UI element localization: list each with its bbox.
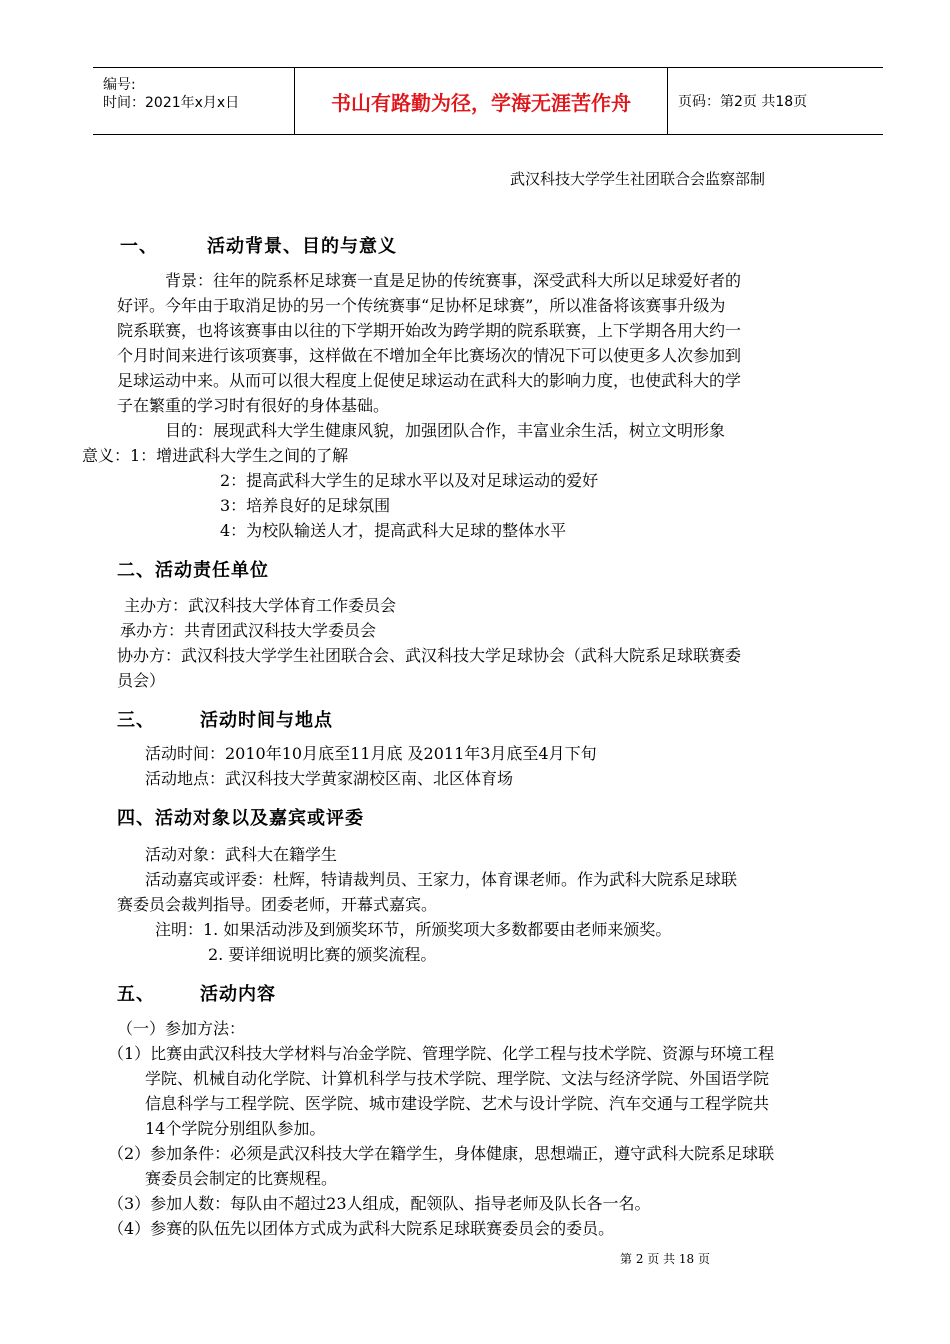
meaning-line-3: 3：培养良好的足球氛围 bbox=[220, 496, 391, 515]
participation-item: 14个学院分别组队参加。 bbox=[145, 1119, 326, 1138]
participation-item: 信息科学与工程学院、医学院、城市建设学院、艺术与设计学院、汽车交通与工程学院共 bbox=[145, 1094, 770, 1113]
participation-heading: （一）参加方法： bbox=[117, 1019, 246, 1038]
participation-item: （2）参加条件：必须是武汉科技大学在籍学生，身体健康，思想端正，遵守武科大院系足球联 bbox=[108, 1144, 775, 1163]
host-line: 主办方：武汉科技大学体育工作委员会 bbox=[124, 596, 397, 615]
co-organizer-line: 协办方：武汉科技大学学生社团联合会、武汉科技大学足球协会（武科大院系足球联赛委 bbox=[117, 646, 742, 665]
activity-place: 活动地点：武汉科技大学黄家湖校区南、北区体育场 bbox=[145, 769, 514, 788]
background-line: 足球运动中来。从而可以很大程度上促使足球运动在武科大的影响力度，也使武科大的学 bbox=[117, 371, 742, 390]
co-organizer-line: 员会） bbox=[117, 671, 166, 690]
guests-line: 赛委员会裁判指导。团委老师，开幕式嘉宾。 bbox=[117, 895, 438, 914]
note-line: 2. 要详细说明比赛的颁奖流程。 bbox=[208, 945, 437, 964]
purpose-line: 目的：展现武科大学生健康风貌，加强团队合作，丰富业余生活，树立文明形象 bbox=[165, 421, 726, 440]
section-3-number: 三、 bbox=[117, 710, 155, 731]
header-motto: 书山有路勤为径，学海无涯苦作舟 bbox=[295, 68, 668, 134]
meaning-line-2: 2：提高武科大学生的足球水平以及对足球运动的爱好 bbox=[220, 471, 599, 490]
section-3-title: 活动时间与地点 bbox=[200, 710, 333, 731]
meaning-line-1: 意义：1：增进武科大学生之间的了解 bbox=[82, 446, 349, 465]
background-line: 子在繁重的学习时有很好的身体基础。 bbox=[117, 396, 390, 415]
section-4-title: 四、活动对象以及嘉宾或评委 bbox=[117, 808, 364, 829]
participation-item: 学院、机械自动化学院、计算机科学与技术学院、理学院、文法与经济学院、外国语学院 bbox=[145, 1069, 770, 1088]
note-line: 注明：1. 如果活动涉及到颁奖环节，所颁奖项大多数都要由老师来颁奖。 bbox=[155, 920, 672, 939]
participation-item: （4）参赛的队伍先以团体方式成为武科大院系足球联赛委员会的委员。 bbox=[108, 1219, 615, 1238]
participation-item: （3）参加人数：每队由不超过23人组成，配领队、指导老师及队长各一名。 bbox=[108, 1194, 651, 1213]
background-line: 好评。今年由于取消足协的另一个传统赛事“足协杯足球赛”，所以准备将该赛事升级为 bbox=[117, 296, 726, 315]
header-page-info: 页码：第2页 共18页 bbox=[678, 94, 808, 110]
org-line: 武汉科技大学学生社团联合会监察部制 bbox=[510, 170, 766, 188]
doc-time-label: 时间：2021年x月x日 bbox=[103, 95, 240, 111]
section-2-title: 二、活动责任单位 bbox=[117, 560, 269, 581]
guests-line: 活动嘉宾或评委：杜辉，特请裁判员、王家力，体育课老师。作为武科大院系足球联 bbox=[145, 870, 738, 889]
doc-number-label: 编号: bbox=[103, 77, 136, 93]
section-1-title: 活动背景、目的与意义 bbox=[207, 236, 397, 257]
organizer-line: 承办方：共青团武汉科技大学委员会 bbox=[120, 621, 377, 640]
section-5-title: 活动内容 bbox=[200, 984, 276, 1005]
section-5-number: 五、 bbox=[117, 984, 155, 1005]
background-line: 背景：往年的院系杯足球赛一直是足协的传统赛事，深受武科大所以足球爱好者的 bbox=[165, 271, 742, 290]
activity-time: 活动时间：2010年10月底至11月底 及2011年3月底至4月下旬 bbox=[145, 744, 597, 763]
background-line: 个月时间来进行该项赛事，这样做在不增加全年比赛场次的情况下可以使更多人次参加到 bbox=[117, 346, 742, 365]
participation-item: （1）比赛由武汉科技大学材料与冶金学院、管理学院、化学工程与技术学院、资源与环境工程 bbox=[108, 1044, 775, 1063]
participation-item: 赛委员会制定的比赛规程。 bbox=[145, 1169, 338, 1188]
activity-target: 活动对象：武科大在籍学生 bbox=[145, 845, 338, 864]
background-line: 院系联赛，也将该赛事由以往的下学期开始改为跨学期的院系联赛，上下学期各用大约一 bbox=[117, 321, 742, 340]
page-footer: 第 2 页 共 18 页 bbox=[620, 1252, 710, 1266]
meaning-line-4: 4：为校队输送人才，提高武科大足球的整体水平 bbox=[220, 521, 567, 540]
header-meta-cell bbox=[93, 68, 295, 134]
header-table bbox=[93, 67, 883, 135]
section-1-number: 一、 bbox=[120, 236, 158, 257]
